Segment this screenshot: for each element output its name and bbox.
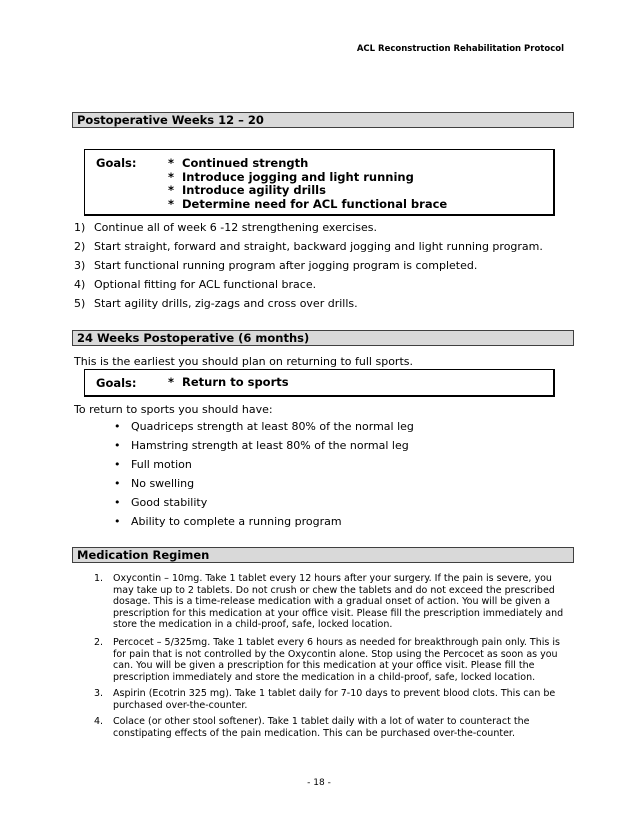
goals-label: Goals:: [96, 376, 137, 390]
medication-item: 4. Colace (or other stool softener). Take 1 tablet daily with a lot of water to counteract the constipating effects of the pain medication. This can be purchased over-the-counter.: [94, 716, 530, 739]
medication-item: 3. Aspirin (Ecotrin 325 mg). Take 1 tablet daily for 7-10 days to prevent blood clots. This can be purchased over-the-counter.: [94, 688, 556, 711]
section-heading-medication: Medication Regimen: [72, 547, 574, 563]
medication-item: 2. Percocet – 5/325mg. Take 1 tablet every 6 hours as needed for breakthrough pain only. This is for pain that is not controlled by the Oxycontin alone. Stop using the Percocet as soon as you can. You will be given a prescription for this medication at your office visit. Please fill the prescription immediately and store the medication in a child-proof, safe, locked location.: [94, 637, 560, 683]
goal-item: * Introduce agility drills: [168, 183, 326, 197]
goal-item: * Determine need for ACL functional brace: [168, 197, 448, 211]
goal-item: * Return to sports: [168, 375, 289, 389]
return-to-sports-lead: To return to sports you should have:: [74, 403, 273, 416]
section-heading-24-weeks: 24 Weeks Postoperative (6 months): [72, 330, 574, 346]
page-number: - 18 -: [307, 778, 331, 788]
goals-label: Goals:: [96, 156, 137, 170]
running-header: ACL Reconstruction Rehabilitation Protocol: [356, 44, 564, 54]
goal-item: * Continued strength: [168, 156, 309, 170]
goal-item: * Introduce jogging and light running: [168, 170, 414, 184]
goals-box-24-weeks: [84, 369, 555, 397]
medication-item: 1. Oxycontin – 10mg. Take 1 tablet every 12 hours after your surgery. If the pain is severe, you may take up to 2 tablets. Do not crush or chew the tablets and do not exceed the prescribed dosage. This is a time-release medication with a gradual onset of action. You will be given a prescription for this medication at your office visit. Please fill the prescription immediately and store the medication in a child-proof, safe, locked location.: [94, 573, 564, 631]
section-heading-weeks-12-20: Postoperative Weeks 12 – 20: [72, 112, 574, 128]
intro-text: This is the earliest you should plan on returning to full sports.: [74, 355, 413, 368]
goals-box-weeks-12-20: [84, 149, 555, 216]
